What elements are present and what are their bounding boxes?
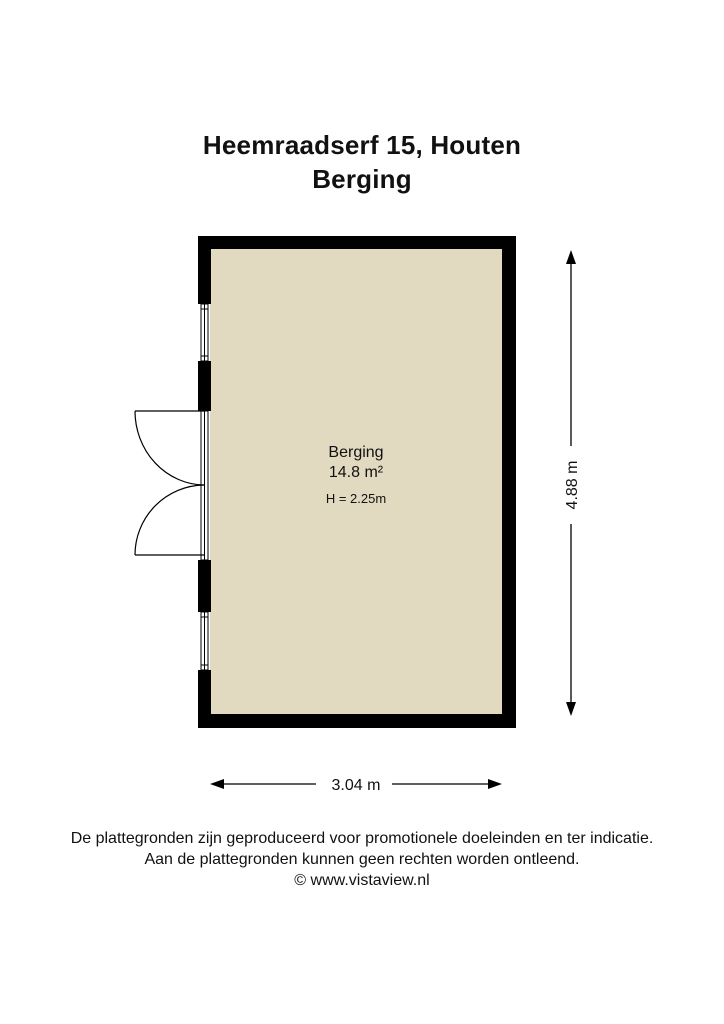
room-height-label: H = 2.25m — [325, 491, 387, 506]
room-floor — [210, 248, 502, 714]
floorplan-address-title: Heemraadserf 15, Houten — [202, 130, 522, 160]
wall-bottom — [198, 714, 516, 728]
depth-dimension-label: 4.88 m — [564, 460, 581, 510]
wall-right — [502, 236, 516, 728]
room-name-label: Berging — [328, 444, 384, 461]
disclaimer-line-2: Aan de plattegronden kunnen geen rechten worden ontleend. — [144, 851, 580, 868]
wall-left-segment — [198, 670, 211, 728]
wall-left-segment — [198, 560, 211, 612]
disclaimer-line-1: De plattegronden zijn geproduceerd voor promotionele doeleinden en ter indicatie. — [70, 830, 654, 847]
wall-left-segment — [198, 361, 211, 411]
copyright-line: © www.vistaview.nl — [294, 872, 430, 889]
wall-top — [198, 236, 516, 249]
double-door — [135, 411, 208, 560]
width-dimension-label: 3.04 m — [331, 777, 381, 794]
wall-left-segment — [198, 236, 211, 304]
floorplan-floor-title: Berging — [312, 164, 412, 194]
room-area-label: 14.8 m² — [328, 464, 384, 481]
window-lower — [201, 612, 208, 670]
window-upper — [201, 304, 208, 361]
